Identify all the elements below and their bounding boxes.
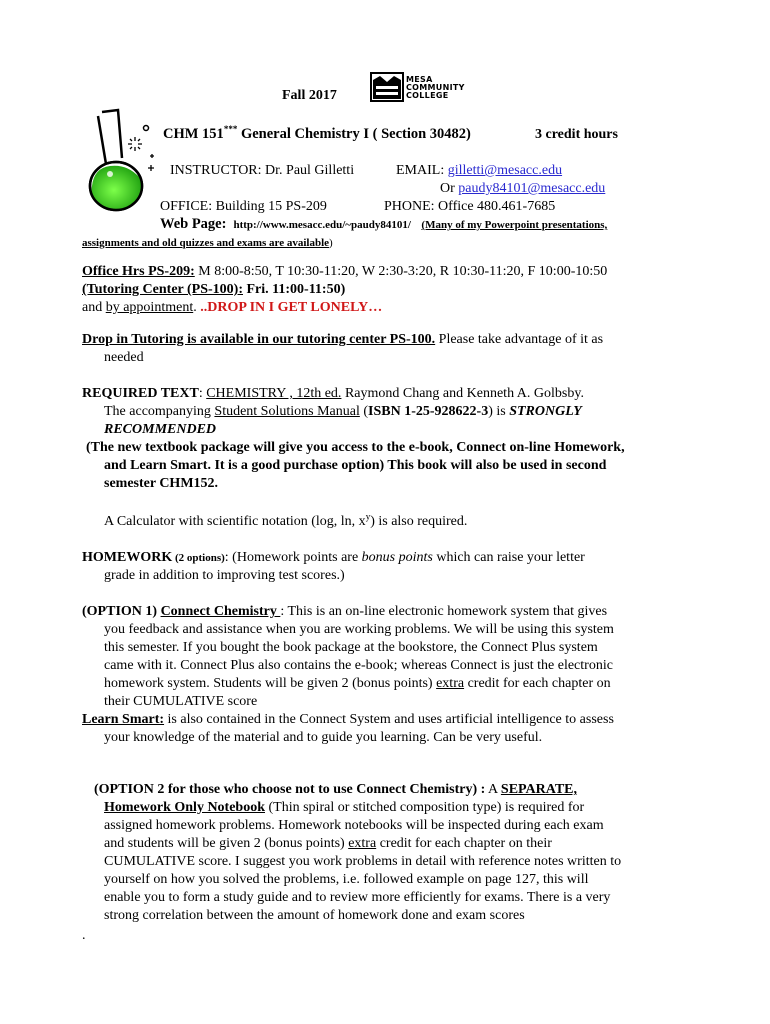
dot-text: . (193, 300, 201, 315)
term-label: Fall 2017 (282, 88, 337, 103)
option2-l5: CUMULATIVE score. I suggest you work problems in detail with reference notes written to (104, 854, 622, 869)
textbook-authors: Raymond Chang and Kenneth A. Golbsby. (341, 386, 584, 401)
webpage-note-b: assignments and old quizzes and exams are available (82, 237, 330, 249)
office-hours-times: M 8:00-8:50, T 10:30-11:20, W 2:30-3:20, R 10:30-11:20, F 10:00-10:50 (194, 264, 608, 279)
bonus-points: bonus points (361, 550, 433, 565)
manual-pre: The accompanying (104, 404, 215, 419)
option1-extra: extra (436, 676, 465, 691)
option2-l4 (104, 835, 552, 853)
connect-chemistry: Connect Chemistry (160, 604, 281, 619)
drop-in-text: ..DROP IN I GET LONELY… (200, 300, 383, 315)
homework-cont: grade in addition to improving test scores.) (104, 568, 345, 583)
appointment-row (82, 299, 382, 317)
option1-l1: : This is an on-line electronic homework system that gives (280, 604, 608, 619)
option2-extra: extra (348, 836, 377, 851)
option2-label: (OPTION 2 for those who choose not to use Connect Chemistry) : (94, 782, 486, 797)
email-or: Or (440, 181, 459, 196)
learn-smart-row (82, 711, 614, 729)
option2-row (94, 781, 577, 799)
office-label: OFFICE: Building 15 PS-209 (160, 199, 327, 214)
phone-label: PHONE: Office 480.461-7685 (384, 199, 556, 214)
course-name: General Chemistry I ( Section 30482) (237, 126, 471, 142)
option1-l2: you feedback and assistance when you are working problems. We will be using this system (104, 622, 614, 637)
tutoring-center-row (82, 281, 345, 299)
recommended: RECOMMENDED (104, 422, 217, 437)
tutoring-center-hours: Fri. 11:00-11:50) (243, 282, 346, 297)
homework-notebook: Homework Only Notebook (104, 800, 265, 815)
homework-rest: which can raise your letter (432, 550, 585, 565)
office-hours-row (82, 263, 607, 281)
course-code: CHM 151 (163, 126, 224, 142)
learn-smart-l2: your knowledge of the material and to guide you learning. Can be very useful. (104, 730, 543, 745)
option2-l2 (104, 799, 584, 817)
logo-line-3: COLLEGE (406, 91, 449, 100)
and-text: and (82, 300, 106, 315)
college-logo (370, 72, 470, 102)
office-hours-label: Office Hrs PS-209: (82, 264, 195, 279)
appointment-text: by appointment (105, 300, 194, 315)
option2-l7: enable you to form a study guide and to review more efficiently for exams. There is a very (104, 890, 611, 905)
option1-l5b: credit for each chapter on (464, 676, 611, 691)
webpage-url[interactable]: http://www.mesacc.edu/~paudy84101/ (233, 219, 411, 231)
tutoring-row (82, 331, 603, 349)
option2-l4b: credit for each chapter on their (376, 836, 552, 851)
homework-row (82, 549, 585, 567)
required-text-row (82, 385, 584, 403)
textbook-title: CHEMISTRY , 12th ed. (206, 386, 342, 401)
solutions-manual: Student Solutions Manual (214, 404, 360, 419)
webpage-row (160, 216, 607, 233)
course-title (163, 126, 471, 143)
strongly: STRONGLY (509, 404, 582, 419)
separate: SEPARATE, (500, 782, 578, 797)
homework-options: (2 options) (172, 552, 225, 564)
trailing-dot: . (82, 928, 86, 943)
calculator-row (104, 513, 467, 531)
flask-icon (88, 106, 170, 214)
option1-l4: came with it. Connect Plus also contains the e-book; whereas Connect is just the electronic (104, 658, 613, 673)
isbn: ISBN 1-25-928622-3 (368, 404, 489, 419)
email-row (396, 163, 562, 179)
webpage-note-cont (82, 235, 333, 251)
tutoring-center-label: (Tutoring Center (PS-100): (82, 282, 243, 297)
option1-label: (OPTION 1) (82, 604, 161, 619)
manual-paren: ( (359, 404, 369, 419)
option1-l6: their CUMULATIVE score (104, 694, 258, 709)
package-line-3: semester CHM152. (104, 476, 219, 491)
mesa-logo-icon (370, 72, 404, 102)
webpage-note: (Many of my Powerpoint presentations, (421, 219, 608, 231)
course-sup: *** (223, 124, 238, 135)
homework-label: HOMEWORK (82, 550, 173, 565)
instructor-label: INSTRUCTOR: Dr. Paul Gilletti (170, 163, 355, 178)
learn-smart-l1: is also contained in the Connect System and uses artificial intelligence to assess (164, 712, 614, 727)
option2-l8: strong correlation between the amount of homework done and exam scores (104, 908, 525, 923)
option2-a: A (485, 782, 501, 797)
package-line-1: (The new textbook package will give you access to the e-book, Connect on-line Homework, (86, 440, 625, 455)
credit-hours: 3 credit hours (535, 127, 618, 142)
option1-l5a: homework system. Students will be given 2 (bonus points) (104, 676, 437, 691)
manual-is: ) is (488, 404, 510, 419)
calc-a: A Calculator with scientific notation (log, ln, x (104, 514, 366, 529)
package-line-2: and Learn Smart. It is a good purchase option) This book will also be used in second (104, 458, 607, 473)
option2-l4a: and students will be given 2 (bonus points) (104, 836, 349, 851)
logo-line-2: COMMUNITY (406, 83, 465, 92)
calc-b: ) is also required. (370, 514, 468, 529)
option1-row (82, 603, 607, 621)
option1-l5 (104, 675, 611, 693)
required-text-label: REQUIRED TEXT (82, 386, 199, 401)
calc-sup: y (365, 511, 371, 522)
tutoring-cont: needed (104, 350, 144, 365)
option2-l2-rest: (Thin spiral or stitched composition type) is required for (265, 800, 585, 815)
option1-l3: this semester. If you bought the book package at the bookstore, the Connect Plus system (104, 640, 598, 655)
option2-l6: yourself on how you solved the problems, i.e. followed example on page 127, this will (104, 872, 589, 887)
email-label: EMAIL: (396, 163, 448, 178)
email-link-1[interactable]: gilletti@mesacc.edu (447, 163, 563, 178)
email-row-2 (440, 181, 605, 197)
tutoring-rest: Please take advantage of it as (435, 332, 604, 347)
learn-smart-label: Learn Smart: (82, 712, 165, 727)
solutions-manual-row (104, 403, 582, 421)
tutoring-bold: Drop in Tutoring is available in our tutoring center PS-100. (82, 332, 436, 347)
logo-line-1: MESA (406, 75, 433, 84)
required-colon: : (198, 386, 207, 401)
homework-colon: : (Homework points are (224, 550, 362, 565)
email-link-2[interactable]: paudy84101@mesacc.edu (458, 181, 606, 196)
webpage-note-c: ) (329, 237, 333, 249)
option2-l3: assigned homework problems. Homework notebooks will be inspected during each exam (104, 818, 604, 833)
webpage-label: Web Page: (160, 216, 227, 232)
